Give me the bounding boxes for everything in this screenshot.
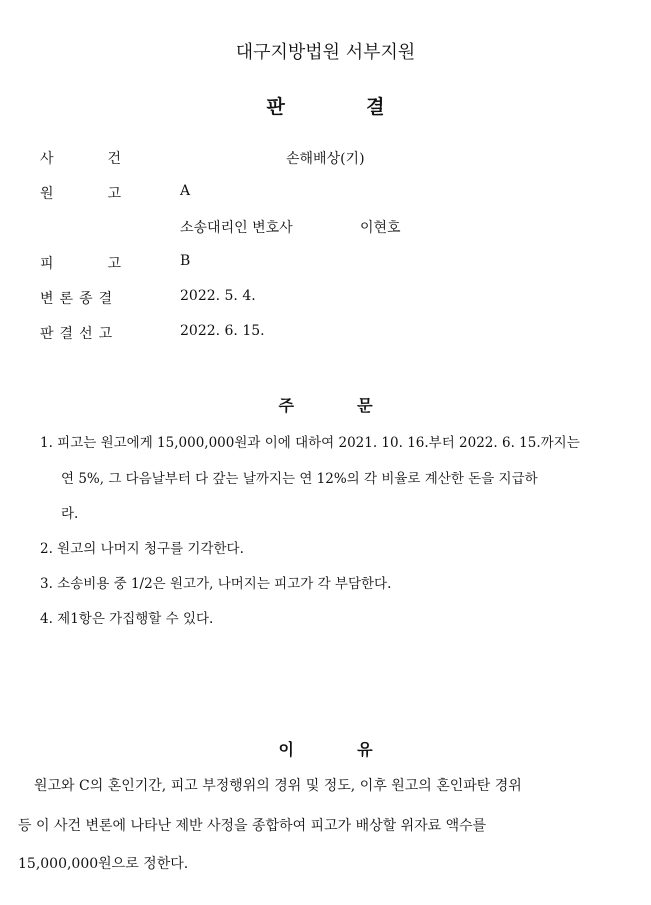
reason-heading-char: 이 bbox=[278, 740, 294, 759]
order-item-1-line-3: 라. bbox=[61, 506, 79, 522]
order-item-1-line-1: 1. 피고는 원고에게 15,000,000원과 이에 대하여 2021. 10. 16.부터 2022. 6. 15.까지는 bbox=[40, 435, 580, 451]
defendant-label-char: 고 bbox=[107, 256, 122, 272]
defendant-label bbox=[40, 253, 121, 273]
plaintiff-label-char: 고 bbox=[107, 186, 122, 202]
plaintiff-label-char: 원 bbox=[40, 186, 54, 202]
order-item-4: 4. 제1항은 가집행할 수 있다. bbox=[40, 611, 214, 627]
order-heading-char: 주 bbox=[278, 396, 294, 415]
case-label-char: 건 bbox=[107, 151, 122, 167]
closing-label-char: 종 bbox=[79, 291, 93, 307]
defendant-label-char: 피 bbox=[40, 256, 54, 272]
title-char-1: 판 bbox=[266, 96, 285, 118]
ruling-label-char: 결 bbox=[59, 326, 74, 342]
document-title bbox=[0, 92, 651, 119]
counsel-role: 소송대리인 변호사 bbox=[180, 220, 293, 236]
ruling-label-char: 선 bbox=[79, 326, 93, 342]
reason-heading-char: 유 bbox=[357, 740, 373, 759]
closing-date: 2022. 5. 4. bbox=[180, 288, 256, 304]
closing-label-char: 변 bbox=[40, 291, 54, 307]
title-char-2: 결 bbox=[366, 96, 385, 118]
plaintiff-label bbox=[40, 183, 121, 203]
case-value: 손해배상(기) bbox=[286, 151, 365, 167]
order-heading-char: 문 bbox=[357, 396, 373, 415]
plaintiff-value: A bbox=[180, 183, 191, 199]
court-name: 대구지방법원 서부지원 bbox=[235, 42, 416, 63]
defendant-value: B bbox=[180, 253, 191, 269]
ruling-label-char: 판 bbox=[40, 326, 54, 342]
case-label bbox=[40, 148, 121, 168]
counsel-name: 이현호 bbox=[360, 220, 401, 236]
ruling-label-char: 고 bbox=[98, 326, 113, 342]
case-label-char: 사 bbox=[40, 151, 54, 167]
reason-heading bbox=[0, 737, 651, 760]
order-item-2: 2. 원고의 나머지 청구를 기각한다. bbox=[40, 541, 244, 557]
ruling-date: 2022. 6. 15. bbox=[180, 323, 265, 339]
closing-label-char: 결 bbox=[98, 291, 113, 307]
order-item-3: 3. 소송비용 중 1/2은 원고가, 나머지는 피고가 각 부담한다. bbox=[40, 576, 392, 592]
ruling-label bbox=[40, 323, 112, 343]
reason-line-1: 원고와 C의 혼인기간, 피고 부정행위의 경위 및 정도, 이후 원고의 혼인파탄 경위 bbox=[34, 778, 522, 794]
order-heading bbox=[0, 393, 651, 416]
closing-label-char: 론 bbox=[59, 291, 74, 307]
reason-line-3: 15,000,000원으로 정한다. bbox=[18, 856, 189, 872]
reason-line-2: 등 이 사건 변론에 나타난 제반 사정을 종합하여 피고가 배상할 위자료 액수를 bbox=[18, 818, 487, 834]
closing-label bbox=[40, 288, 112, 308]
order-item-1-line-2: 연 5%, 그 다음날부터 다 갚는 날까지는 연 12%의 각 비율로 계산한 돈을 지급하 bbox=[61, 471, 538, 487]
